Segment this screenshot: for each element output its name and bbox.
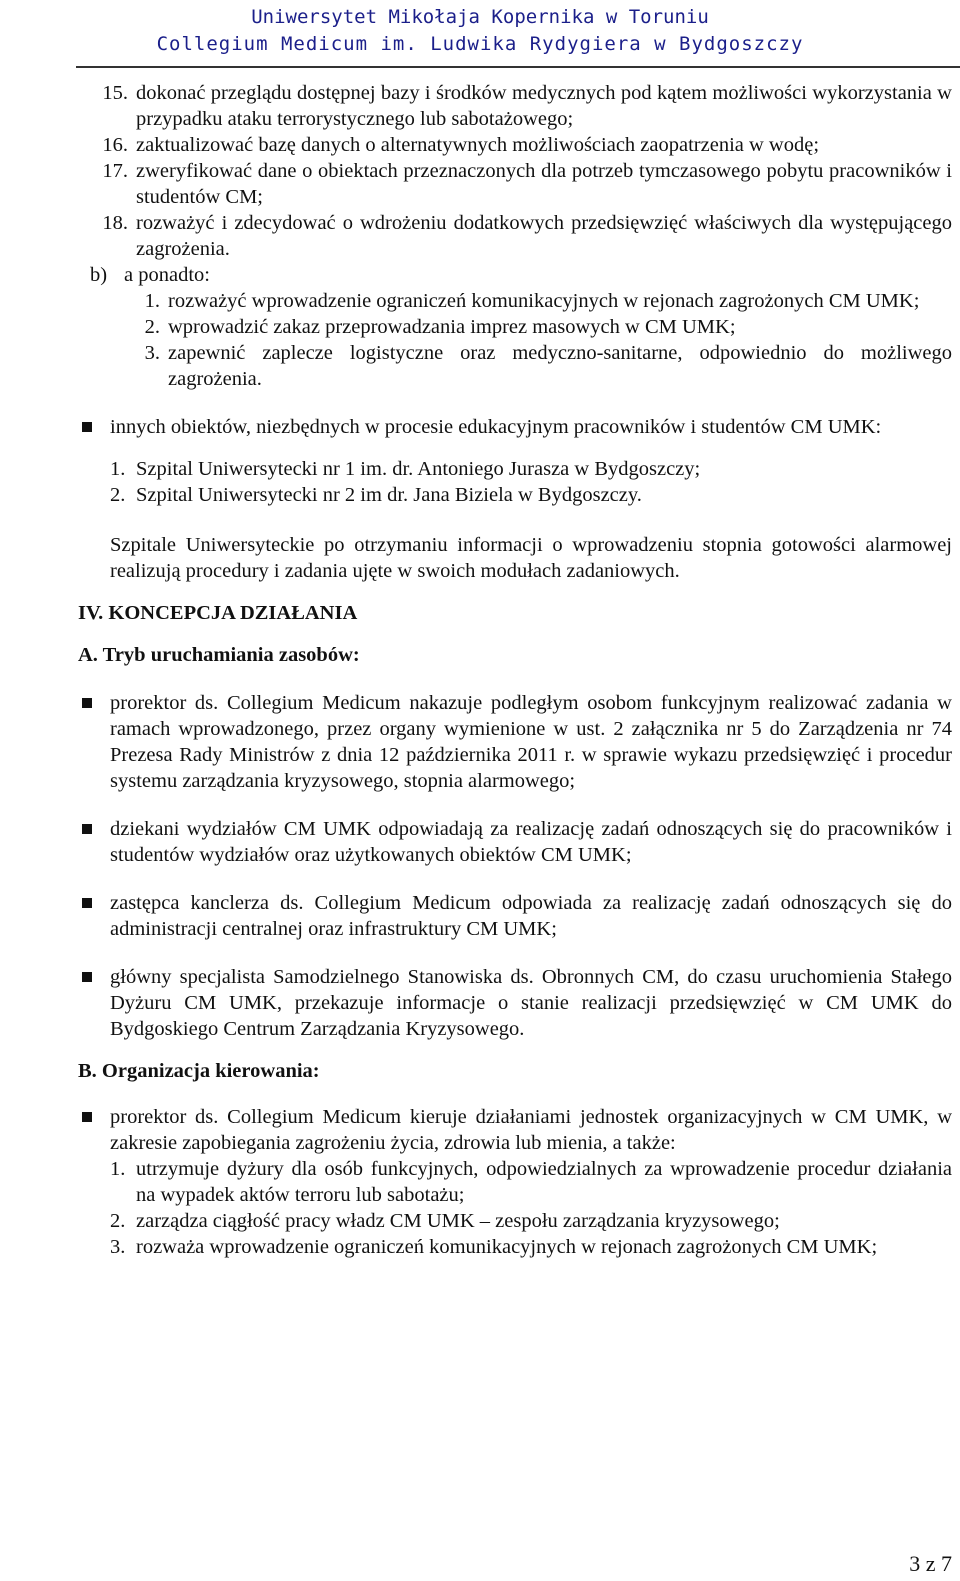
header-divider xyxy=(76,66,960,68)
hospital-list xyxy=(78,456,952,508)
document-body xyxy=(78,80,952,1260)
section-heading-b: B. Organizacja kierowania: xyxy=(78,1060,320,1082)
page-header xyxy=(0,0,960,58)
bullet-a-2: dziekani wydziałów CM UMK odpowiadają za realizację zadań odnoszących się do pracowników i studentów wydziałów oraz użytkowanych obiektów CM UMK; xyxy=(78,816,952,868)
list-item: 1. rozważyć wprowadzenie ograniczeń komunikacyjnych w rejonach zagrożonych CM UMK; xyxy=(144,290,920,312)
bullet-square-icon xyxy=(78,1104,110,1156)
list-top xyxy=(78,80,952,262)
college-name: Collegium Medicum im. Ludwika Rydygiera w Bydgoszczy xyxy=(156,33,804,55)
subsection-b: b) a ponadto: xyxy=(90,264,210,286)
list-item: 17. zweryfikować dane o obiektach przeznaczonych dla potrzeb tymczasowego pobytu pracowników i studentów CM; xyxy=(102,160,952,208)
bullet-a-3: zastępca kanclerza ds. Collegium Medicum odpowiada za realizację zadań odnoszących się do administracji centralnej oraz infrastruktury CM UMK; xyxy=(78,890,952,942)
list-item: 18. rozważyć i zdecydować o wdrożeniu dodatkowych przedsięwzięć właściwych dla występującego zagrożenia. xyxy=(102,212,952,260)
list-item: 2. Szpital Uniwersytecki nr 2 im dr. Jana Biziela w Bydgoszczy. xyxy=(110,484,642,506)
list-item: 2. zarządza ciągłość pracy władz CM UMK – zespołu zarządzania kryzysowego; xyxy=(110,1210,780,1232)
list-item: 15. dokonać przeglądu dostępnej bazy i środków medycznych pod kątem możliwości wykorzystania w przypadku ataku terrorystycznego lub sabotażowego; xyxy=(102,82,952,130)
section-heading-a: A. Tryb uruchamiania zasobów: xyxy=(78,644,360,666)
list-item: 1. Szpital Uniwersytecki nr 1 im. dr. Antoniego Jurasza w Bydgoszczy; xyxy=(110,458,701,480)
list-item: 16. zaktualizować bazę danych o alternatywnych możliwościach zaopatrzenia w wodę; xyxy=(102,134,820,156)
bullet-square-icon xyxy=(78,816,110,868)
university-name: Uniwersytet Mikołaja Kopernika w Toruniu xyxy=(251,6,709,28)
section-heading-iv: IV. KONCEPCJA DZIAŁANIA xyxy=(78,602,358,624)
bullet-square-icon xyxy=(78,964,110,1042)
paragraph-hospitals: Szpitale Uniwersyteckie po otrzymaniu informacji o wprowadzeniu stopnia gotowości alarmowej realizują procedury i zadania ujęte w swoich modułach zadaniowych. xyxy=(110,534,952,582)
list-item: 3. rozważa wprowadzenie ograniczeń komunikacyjnych w rejonach zagrożonych CM UMK; xyxy=(110,1236,878,1258)
bullet-square-icon xyxy=(78,890,110,942)
list-item: 3. zapewnić zaplecze logistyczne oraz medyczno-sanitarne, odpowiednio do możliwego zagrożenia. xyxy=(144,342,952,390)
bullet-square-icon xyxy=(78,414,110,440)
bullet-a-4: główny specjalista Samodzielnego Stanowiska ds. Obronnych CM, do czasu uruchomienia Stałego Dyżuru CM UMK, przekazuje informacje o stanie realizacji przedsięwzięć w CM UMK do Bydgoskiego Centrum Zarządzania Kryzysowego. xyxy=(78,964,952,1042)
page-number: 3 z 7 xyxy=(909,1551,952,1576)
list-item: 2. wprowadzić zakaz przeprowadzania imprez masowych w CM UMK; xyxy=(144,316,736,338)
bullet-a-1: prorektor ds. Collegium Medicum nakazuje podległym osobom funkcyjnym realizować zadania w ramach wprowadzonego, przez organy wymienione w ust. 2 załącznika nr 5 do Zarządzenia nr 74 Prezesa Rady Ministrów z dnia 12 października 2011 r. w sprawie wykazu przedsięwzięć i procedur systemu zarządzania kryzysowego, stopnia alarmowego; xyxy=(78,690,952,794)
list-b xyxy=(78,288,952,392)
bullet-other-facilities: innych obiektów, niezbędnych w procesie edukacyjnym pracowników i studentów CM UMK: xyxy=(78,414,952,440)
bullet-square-icon xyxy=(78,690,110,794)
bullet-b-1: prorektor ds. Collegium Medicum kieruje działaniami jednostek organizacyjnych w CM UMK, w zakresie zapobiegania zagrożeniu życia, zdrowia lub mienia, a także: xyxy=(78,1104,952,1156)
prorektor-list xyxy=(78,1156,952,1260)
list-item: 1. utrzymuje dyżury dla osób funkcyjnych, odpowiedzialnych za wprowadzenie procedur działania na wypadek aktów terroru lub sabotażu; xyxy=(110,1158,952,1206)
